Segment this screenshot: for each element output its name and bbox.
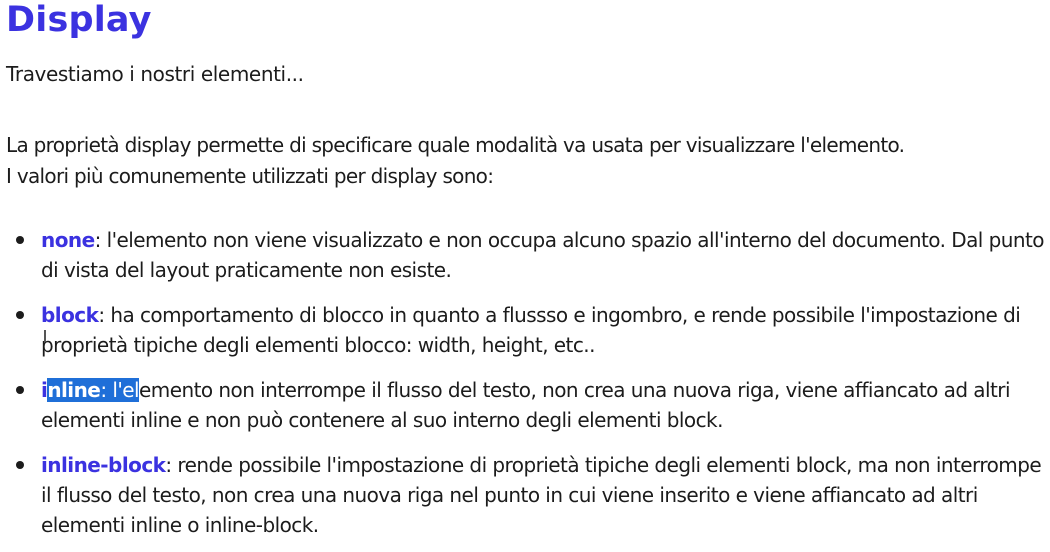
text-selection[interactable] <box>47 378 139 402</box>
keyword-inline-selected: nline <box>47 378 101 402</box>
list-item-none <box>6 225 1046 285</box>
list-item-inline <box>6 375 1046 435</box>
display-values-list <box>6 225 1046 552</box>
item-text: : ha comportamento di blocco in quanto a flussso e ingombro, e rende possibile l'impostazione di proprietà tipiche degli elementi blocco: width, height, etc.. <box>41 303 1021 357</box>
keyword-inline-block: inline-block <box>41 453 166 477</box>
selected-text: : l'el <box>100 378 140 402</box>
bullet-icon <box>16 386 24 394</box>
bullet-icon <box>16 236 24 244</box>
bullet-icon <box>16 311 24 319</box>
keyword-inline-first-letter: i <box>41 378 48 402</box>
description-paragraph <box>6 130 1048 192</box>
bullet-icon <box>16 461 24 469</box>
item-text: emento non interrompe il flusso del testo, non crea una nuova riga, viene affiancato ad altri elementi inline e non può contenere al suo interno degli elementi block. <box>41 378 1010 432</box>
page-title: Display <box>6 0 152 40</box>
intro-text: Travestiamo i nostri elementi... <box>6 62 304 86</box>
list-item-inline-block <box>6 450 1046 540</box>
list-item-block <box>6 300 1046 360</box>
description-line-2: I valori più comunemente utilizzati per display sono: <box>6 164 494 188</box>
text-cursor-icon <box>44 330 46 342</box>
keyword-block: block <box>41 303 99 327</box>
keyword-none: none <box>41 228 95 252</box>
item-text: : l'elemento non viene visualizzato e non occupa alcuno spazio all'interno del documento. Dal punto di vista del layout praticamente non esiste. <box>41 228 1044 282</box>
item-text: : rende possibile l'impostazione di proprietà tipiche degli elementi block, ma non interrompe il flusso del testo, non crea una nuova riga nel punto in cui viene inserito e viene affiancato ad altri elementi inline o inline-block. <box>41 453 1042 537</box>
description-line-1: La proprietà display permette di specificare quale modalità va usata per visualizzare l'elemento. <box>6 133 905 157</box>
